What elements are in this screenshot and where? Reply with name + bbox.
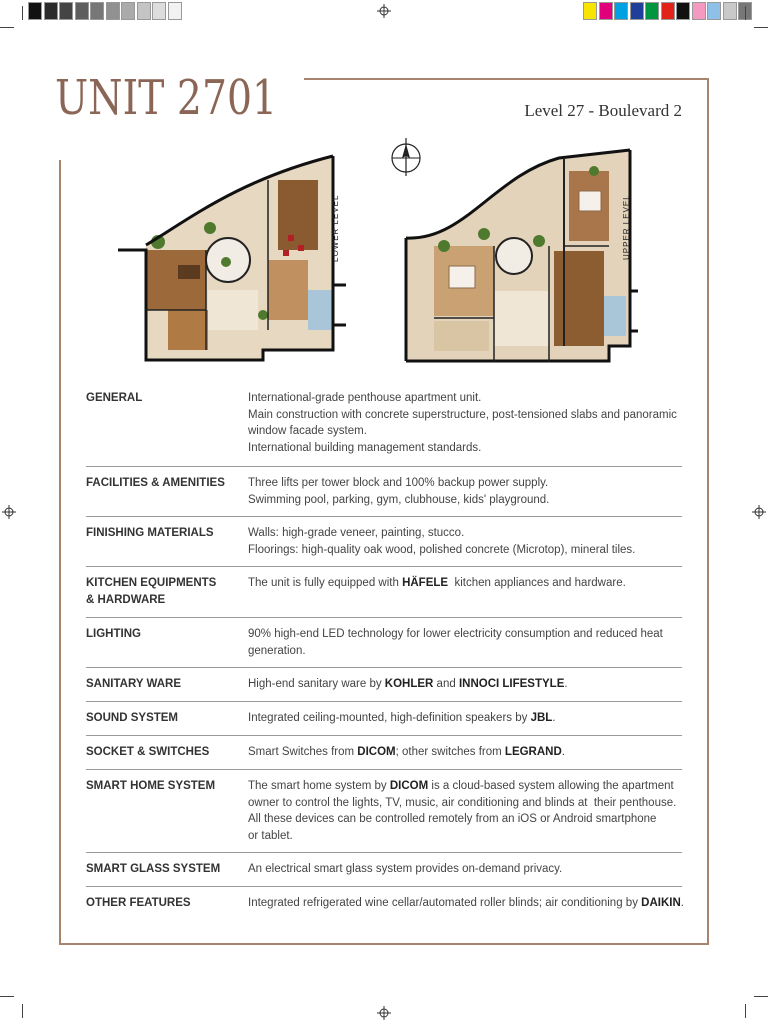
- spec-label: [86, 744, 248, 761]
- spec-value-line: [248, 895, 684, 912]
- level-subtitle: Level 27 - Boulevard 2: [524, 101, 682, 120]
- spec-value: [248, 744, 682, 761]
- spec-label-line: & HARDWARE: [86, 594, 166, 606]
- spec-label: [86, 778, 248, 844]
- spec-label: [86, 676, 248, 693]
- frame-right-rule: [707, 78, 709, 945]
- brand-name: INNOCI LIFESTYLE: [458, 678, 565, 690]
- crop-mark: [22, 1004, 23, 1018]
- spec-text: Walls: high-grade veneer, painting, stucco.: [248, 527, 465, 539]
- registration-mark-top: [377, 4, 391, 18]
- calibration-swatch: [723, 2, 737, 20]
- spec-value-line: [248, 525, 682, 542]
- crop-mark: [754, 996, 768, 997]
- spec-text: owner to control the lights, TV, music, air conditioning and blinds at their penthouse.: [248, 796, 677, 809]
- spec-value: [248, 710, 682, 727]
- spec-text: 90% high-end LED technology for lower electricity consumption and reduced heat: [248, 628, 663, 640]
- spec-label-line: GENERAL: [86, 392, 143, 404]
- spec-text: Smart Switches from: [248, 746, 358, 758]
- spec-text: .: [552, 712, 556, 724]
- calibration-swatch: [614, 2, 628, 20]
- spec-label-line: SOCKET & SWITCHES: [86, 746, 210, 758]
- spec-value-line: [248, 475, 682, 492]
- spec-label: [86, 475, 248, 508]
- calibration-swatch: [152, 2, 166, 20]
- spec-label-line: SMART GLASS SYSTEM: [86, 863, 221, 875]
- calibration-swatch: [661, 2, 675, 20]
- spec-row: [86, 618, 682, 668]
- brand-name: DICOM: [357, 746, 396, 758]
- spec-value: [248, 575, 682, 609]
- spec-text: Three lifts per tower block and 100% backup power supply.: [248, 477, 549, 489]
- calibration-swatch: [121, 2, 135, 20]
- spec-text: is a cloud-based system allowing the apartment: [428, 780, 674, 792]
- brand-name: JBL: [530, 712, 553, 724]
- spec-value: [248, 778, 682, 844]
- brand-name: DICOM: [389, 780, 429, 792]
- calibration-swatch: [168, 2, 182, 20]
- registration-mark-left: [2, 505, 16, 519]
- spec-text: The unit is fully equipped with: [248, 577, 403, 589]
- spec-label: [86, 390, 248, 456]
- crop-mark: [0, 27, 14, 28]
- calibration-swatch: [630, 2, 644, 20]
- spec-value-line: [248, 795, 682, 812]
- spec-value-line: [248, 744, 682, 761]
- spec-row: [86, 736, 682, 770]
- calibration-swatch: [645, 2, 659, 20]
- spec-row: [86, 517, 682, 567]
- spec-row: [86, 467, 682, 517]
- spec-label-line: SANITARY WARE: [86, 678, 181, 690]
- spec-value-line: [248, 407, 682, 424]
- crop-mark: [745, 1004, 746, 1018]
- spec-value: [248, 390, 682, 456]
- spec-text: generation.: [248, 644, 306, 657]
- spec-label-line: LIGHTING: [86, 628, 141, 640]
- spec-text: Main construction with concrete superstructure, post-tensioned slabs and panoramic: [248, 408, 677, 421]
- spec-label-line: KITCHEN EQUIPMENTS: [86, 577, 217, 589]
- spec-text: kitchen appliances and hardware.: [448, 577, 626, 589]
- calibration-swatch: [90, 2, 104, 20]
- crop-mark: [0, 996, 14, 997]
- calibration-swatch: [44, 2, 58, 20]
- crop-mark: [22, 6, 23, 20]
- upper-level-floor-plan: [404, 146, 638, 366]
- spec-text: International-grade penthouse apartment unit.: [248, 392, 482, 404]
- spec-text: and: [433, 678, 459, 690]
- spec-label-line: FINISHING MATERIALS: [86, 527, 214, 539]
- spec-value-line: [248, 710, 682, 727]
- spec-label: [86, 895, 248, 912]
- spec-text: or tablet.: [248, 829, 293, 842]
- spec-value-line: [248, 390, 682, 407]
- registration-mark-right: [752, 505, 766, 519]
- frame-bottom-rule: [59, 943, 709, 945]
- spec-text: window facade system.: [248, 425, 367, 437]
- spec-text: ; other switches from: [395, 746, 505, 758]
- spec-value: [248, 525, 682, 558]
- spec-value-line: [248, 828, 682, 845]
- calibration-swatch: [692, 2, 706, 20]
- brand-name: LEGRAND: [504, 746, 562, 758]
- lower-level-label: LOWER LEVEL: [331, 194, 340, 262]
- spec-value-line: [248, 492, 682, 509]
- spec-label-line: SOUND SYSTEM: [86, 712, 179, 724]
- spec-value-line: [248, 626, 682, 643]
- spec-label: [86, 626, 248, 659]
- spec-text: Integrated refrigerated wine cellar/automated roller blinds; air conditioning by: [248, 897, 642, 909]
- spec-value-line: [248, 575, 682, 592]
- registration-mark-bottom: [377, 1006, 391, 1020]
- spec-text: .: [680, 897, 684, 909]
- brand-name: HÄFELE: [402, 577, 449, 589]
- spec-text: Integrated ceiling-mounted, high-definition speakers by: [248, 712, 531, 724]
- calibration-swatch: [599, 2, 613, 20]
- crop-mark: [754, 27, 768, 28]
- spec-value: [248, 475, 682, 508]
- spec-value: [248, 895, 684, 912]
- spec-value: [248, 676, 682, 693]
- spec-label: [86, 710, 248, 727]
- spec-row: [86, 853, 682, 887]
- spec-text: .: [564, 678, 568, 690]
- spec-text: High-end sanitary ware by: [248, 678, 385, 690]
- spec-text: All these devices can be controlled remotely from an iOS or Android smartphone: [248, 813, 657, 825]
- calibration-swatch: [75, 2, 89, 20]
- spec-text: .: [561, 746, 565, 758]
- calibration-swatch: [28, 2, 42, 20]
- calibration-swatch: [59, 2, 73, 20]
- frame-left-rule: [59, 160, 61, 945]
- spec-value-line: [248, 861, 682, 878]
- spec-label: [86, 575, 248, 609]
- spec-value-line: [248, 811, 682, 828]
- spec-value: [248, 861, 682, 878]
- calibration-swatch: [676, 2, 690, 20]
- spec-value-line: [248, 643, 682, 660]
- spec-label-line: SMART HOME SYSTEM: [86, 780, 216, 792]
- spec-text: International building management standards.: [248, 441, 482, 454]
- spec-value-line: [248, 542, 682, 559]
- brand-name: KOHLER: [384, 678, 434, 690]
- spec-row: [86, 567, 682, 618]
- spec-value-line: [248, 440, 682, 457]
- crop-mark: [745, 6, 746, 20]
- spec-text: Swimming pool, parking, gym, clubhouse, kids' playground.: [248, 493, 550, 506]
- spec-row: [86, 887, 682, 916]
- specification-table: [86, 380, 682, 916]
- unit-title: UNIT 2701: [55, 70, 278, 126]
- spec-text: The smart home system by: [248, 780, 390, 792]
- brand-name: DAIKIN: [641, 897, 681, 909]
- calibration-swatch: [137, 2, 151, 20]
- spec-value-line: [248, 676, 682, 693]
- upper-level-label: UPPER LEVEL: [622, 194, 631, 260]
- spec-value-line: [248, 423, 682, 440]
- spec-label-line: FACILITIES & AMENITIES: [86, 477, 225, 489]
- calibration-swatch: [583, 2, 597, 20]
- spec-value: [248, 626, 682, 659]
- calibration-swatch: [106, 2, 120, 20]
- frame-top-rule: [304, 78, 709, 80]
- lower-level-floor-plan: [118, 150, 346, 365]
- spec-label: [86, 861, 248, 878]
- calibration-swatch: [707, 2, 721, 20]
- spec-label: [86, 525, 248, 558]
- spec-row: [86, 380, 682, 467]
- spec-row: [86, 668, 682, 702]
- spec-row: [86, 770, 682, 853]
- spec-text: Floorings: high-quality oak wood, polished concrete (Microtop), mineral tiles.: [248, 543, 636, 556]
- spec-row: [86, 702, 682, 736]
- spec-text: An electrical smart glass system provides on-demand privacy.: [248, 863, 563, 875]
- spec-label-line: OTHER FEATURES: [86, 897, 191, 909]
- spec-value-line: [248, 778, 682, 795]
